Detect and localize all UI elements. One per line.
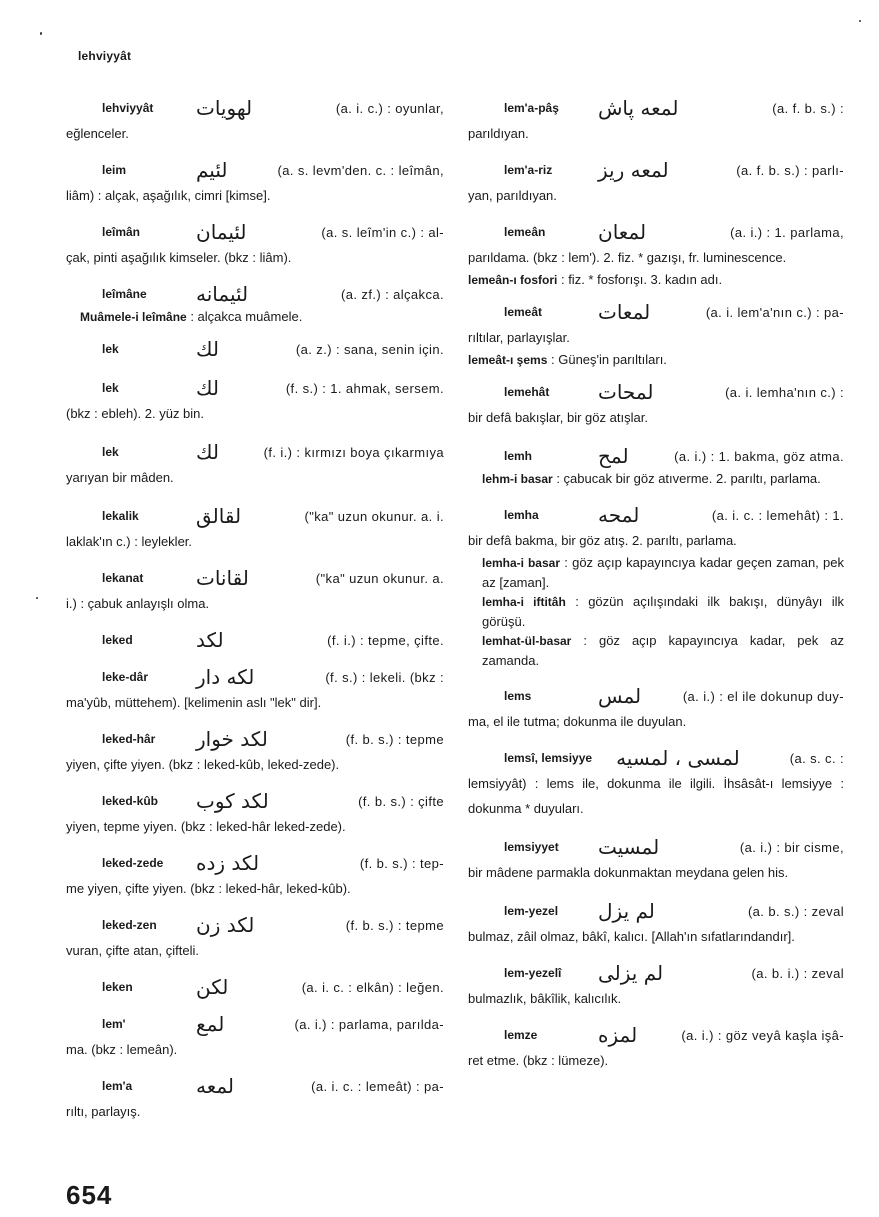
entry-head bbox=[66, 376, 444, 401]
entry-ottoman-script: لمزه bbox=[598, 1023, 638, 1047]
dictionary-entry bbox=[66, 975, 444, 1000]
entry-grammar: (a. s. c. : bbox=[789, 751, 844, 766]
dictionary-entry bbox=[468, 961, 844, 1011]
entry-grammar: (f. b. s.) : tep- bbox=[359, 856, 444, 871]
entry-headword: lek bbox=[102, 445, 119, 459]
right-column bbox=[468, 96, 844, 1073]
entry-grammar: ("ka" uzun okunur. a. i. bbox=[304, 509, 444, 524]
subentry-text: : gözün açılışındaki ilk bakışı, dünyâyı ilk görüşü. bbox=[482, 594, 844, 629]
entry-grammar: (a. i.) : bir cisme, bbox=[739, 840, 844, 855]
dictionary-entry bbox=[66, 566, 444, 616]
entry-grammar: (a. i. c. : elkân) : leğen. bbox=[301, 980, 444, 995]
entry-grammar: (a. i.) : 1. parlama, bbox=[730, 225, 844, 240]
entry-head bbox=[66, 504, 444, 529]
entry-definition: (bkz : ebleh). 2. yüz bin. bbox=[66, 406, 205, 421]
entry-definition: vuran, çifte atan, çifteli. bbox=[66, 943, 199, 958]
dictionary-entry bbox=[468, 835, 844, 885]
entry-ottoman-script: لمسيت bbox=[598, 835, 660, 859]
dictionary-entry bbox=[66, 851, 444, 901]
entry-subentry bbox=[66, 307, 444, 327]
entry-grammar: (a. b. s.) : zeval bbox=[747, 904, 844, 919]
entry-definition: me yiyen, çifte yiyen. (bkz : leked-hâr, leked-kûb). bbox=[66, 881, 351, 896]
dictionary-entry bbox=[468, 1023, 844, 1073]
entry-grammar: ("ka" uzun okunur. a. bbox=[315, 571, 444, 586]
subentry-text: : Güneş'in parıltıları. bbox=[547, 352, 667, 367]
entry-grammar: (a. i. c.) : oyunlar, bbox=[335, 101, 444, 116]
entry-ottoman-script: لم يزل bbox=[598, 899, 655, 923]
entry-grammar: (a. i.) : 1. bakma, göz atma. bbox=[674, 449, 844, 464]
entry-ottoman-script: لكد bbox=[196, 628, 224, 652]
entry-head bbox=[66, 727, 444, 752]
dictionary-entry bbox=[468, 380, 844, 430]
entry-head bbox=[66, 789, 444, 814]
dictionary-entry bbox=[468, 503, 844, 670]
entry-headword: leke-dâr bbox=[102, 670, 149, 684]
entry-definition: ret etme. (bkz : lümeze). bbox=[468, 1053, 609, 1068]
entry-definition: bulmaz, zâil olmaz, bâkî, kalıcı. [Allah'ın sıfatlarındandır]. bbox=[468, 929, 795, 944]
entry-grammar: (f. s.) : 1. ahmak, sersem. bbox=[285, 381, 444, 396]
subentry-text: : çabucak bir göz atıverme. 2. parıltı, parlama. bbox=[552, 471, 821, 486]
entry-head bbox=[66, 628, 444, 653]
entry-headword: leken bbox=[102, 980, 133, 994]
entry-definition: parıldıyan. bbox=[468, 126, 529, 141]
entry-ottoman-script: لئيمانه bbox=[196, 282, 249, 306]
entry-ottoman-script: لكد زن bbox=[196, 913, 255, 937]
dictionary-entry bbox=[66, 789, 444, 839]
entry-ottoman-script: لكد خوار bbox=[196, 727, 268, 751]
entry-subentry bbox=[468, 350, 844, 370]
entry-head bbox=[66, 566, 444, 591]
entry-head bbox=[66, 1074, 444, 1099]
entry-ottoman-script: لك bbox=[196, 337, 219, 361]
dictionary-entry bbox=[468, 444, 844, 489]
entry-headword: lemha bbox=[504, 508, 539, 522]
entry-ottoman-script: لك bbox=[196, 440, 219, 464]
entry-headword: lemeât bbox=[504, 305, 543, 319]
entry-headword: lem-yezel bbox=[504, 904, 559, 918]
dictionary-entry bbox=[66, 665, 444, 715]
entry-head bbox=[66, 1012, 444, 1037]
entry-head bbox=[66, 96, 444, 121]
entry-definition: ma. (bkz : lemeân). bbox=[66, 1042, 178, 1057]
entry-definition: eğlenceler. bbox=[66, 126, 129, 141]
entry-definition: bir defâ bakışlar, bir göz atışlar. bbox=[468, 410, 648, 425]
entry-ottoman-script: لئيم bbox=[196, 158, 228, 182]
entry-definition: çak, pinti aşağılık kimseler. (bkz : liâm). bbox=[66, 250, 292, 265]
running-head: lehviyyât bbox=[78, 49, 132, 63]
entry-grammar: (a. i. lemha'nın c.) : bbox=[725, 385, 844, 400]
entry-subentry bbox=[468, 469, 844, 489]
entry-head bbox=[468, 899, 844, 924]
dictionary-entry bbox=[468, 96, 844, 146]
entry-headword: leked bbox=[102, 633, 133, 647]
entry-ottoman-script: لمح bbox=[598, 444, 629, 468]
entry-grammar: (a. s. leîm'in c.) : al- bbox=[321, 225, 444, 240]
left-column bbox=[66, 96, 444, 1124]
entry-head bbox=[66, 851, 444, 876]
entry-grammar: (a. b. i.) : zeval bbox=[751, 966, 844, 981]
entry-grammar: (f. b. s.) : tepme bbox=[345, 918, 444, 933]
entry-grammar: (a. s. levm'den. c. : leîmân, bbox=[277, 163, 444, 178]
subentry-text: : göz açıp kapayıncıya kadar, pek az zamanda. bbox=[482, 633, 844, 668]
entry-head bbox=[468, 684, 844, 709]
entry-ottoman-script: لم يزلى bbox=[598, 961, 664, 985]
entry-ottoman-script: لمحات bbox=[598, 380, 654, 404]
entry-grammar: (f. s.) : lekeli. (bkz : bbox=[325, 670, 444, 685]
entry-ottoman-script: لقالق bbox=[196, 504, 242, 528]
entry-head bbox=[66, 158, 444, 183]
subentry-text: : fiz. * fosforışı. 3. kadın adı. bbox=[557, 272, 723, 287]
subentry-text: : alçakca muâmele. bbox=[186, 309, 303, 324]
entry-ottoman-script: لمعه پاش bbox=[598, 96, 679, 120]
entry-definition: parıldama. (bkz : lem'). 2. fiz. * gazışı, fr. luminescence. bbox=[468, 250, 787, 265]
dictionary-entry bbox=[66, 220, 444, 270]
entry-grammar: (f. i.) : tepme, çifte. bbox=[327, 633, 444, 648]
subentry-headword: lemeât-ı şems bbox=[468, 353, 548, 367]
entry-head bbox=[66, 282, 444, 307]
entry-ottoman-script: لكد كوب bbox=[196, 789, 269, 813]
dictionary-entry bbox=[468, 220, 844, 290]
entry-subentry bbox=[468, 592, 844, 631]
entry-ottoman-script: لمحه bbox=[598, 503, 640, 527]
subentry-headword: lemeân-ı fosfori bbox=[468, 273, 558, 287]
entry-head bbox=[468, 444, 844, 469]
entry-grammar: (a. f. b. s.) : bbox=[772, 101, 844, 116]
entry-headword: leîmân bbox=[102, 225, 141, 239]
entry-grammar: (a. i.) : parlama, parılda- bbox=[294, 1017, 444, 1032]
dictionary-entry bbox=[468, 684, 844, 734]
dictionary-entry bbox=[66, 1012, 444, 1062]
entry-definition: rıltılar, parlayışlar. bbox=[468, 330, 570, 345]
subentry-headword: lemha-i iftitâh bbox=[482, 595, 566, 609]
page-number: 654 bbox=[66, 1180, 113, 1210]
entry-grammar: (a. i.) : göz veyâ kaşla işâ- bbox=[681, 1028, 844, 1043]
entry-definition: i.) : çabuk anlayışlı olma. bbox=[66, 596, 210, 611]
entry-head bbox=[66, 220, 444, 245]
entry-grammar: (a. z.) : sana, senin için. bbox=[295, 342, 444, 357]
entry-headword: lekanat bbox=[102, 571, 144, 585]
entry-ottoman-script: لكن bbox=[196, 975, 229, 999]
entry-grammar: (a. i.) : el ile dokunup duy- bbox=[682, 689, 844, 704]
entry-definition: lemsiyyât) : lems ile, dokunma ile ilgili. İhsâsât-ı lemsiyye : dokunma * duyuları. bbox=[468, 776, 844, 816]
entry-head bbox=[66, 440, 444, 465]
entry-ottoman-script: لقانات bbox=[196, 566, 249, 590]
entry-ottoman-script: لمس bbox=[598, 684, 642, 708]
entry-headword: lemze bbox=[504, 1028, 538, 1042]
dictionary-entry bbox=[468, 746, 844, 821]
subentry-headword: lehm-i basar bbox=[482, 472, 553, 486]
subentry-text: : göz açıp kapayıncıya kadar geçen zaman, pek az [zaman]. bbox=[482, 555, 844, 590]
entry-headword: lems bbox=[504, 689, 532, 703]
entry-headword: lem'a bbox=[102, 1079, 133, 1093]
entry-head bbox=[468, 1023, 844, 1048]
dictionary-entry bbox=[66, 158, 444, 208]
dictionary-entry bbox=[66, 337, 444, 362]
entry-grammar: (f. b. s.) : tepme bbox=[345, 732, 444, 747]
entry-headword: lemsî, lemsiyye bbox=[504, 751, 593, 765]
entry-ottoman-script: لمسى ، لمسيه bbox=[616, 746, 740, 770]
entry-headword: lemsiyyet bbox=[504, 840, 559, 854]
entry-headword: leim bbox=[102, 163, 127, 177]
entry-definition: laklak'ın c.) : leylekler. bbox=[66, 534, 193, 549]
dictionary-entry bbox=[66, 504, 444, 554]
speck-3 bbox=[36, 597, 38, 599]
entry-ottoman-script: لك bbox=[196, 376, 219, 400]
entry-head bbox=[468, 158, 844, 183]
dictionary-entry bbox=[468, 158, 844, 208]
entry-head bbox=[468, 300, 844, 325]
entry-ottoman-script: لهويات bbox=[196, 96, 253, 120]
entry-head bbox=[468, 380, 844, 405]
subentry-headword: lemhat-ül-basar bbox=[482, 634, 572, 648]
entry-ottoman-script: لمعات bbox=[598, 300, 651, 324]
entry-subentry bbox=[468, 270, 844, 290]
entry-definition: bir mâdene parmakla dokunmaktan meydana gelen his. bbox=[468, 865, 789, 880]
dictionary-entry bbox=[66, 628, 444, 653]
entry-grammar: (a. i. c. : lemeât) : pa- bbox=[311, 1079, 444, 1094]
entry-definition: ma, el ile tutma; dokunma ile duyulan. bbox=[468, 714, 687, 729]
entry-ottoman-script: لكد زده bbox=[196, 851, 260, 875]
entry-headword: leked-zede bbox=[102, 856, 164, 870]
entry-head bbox=[468, 96, 844, 121]
dictionary-entry bbox=[468, 899, 844, 949]
entry-head bbox=[468, 503, 844, 528]
entry-headword: lem' bbox=[102, 1017, 126, 1031]
dictionary-entry bbox=[66, 440, 444, 490]
dictionary-entry bbox=[66, 913, 444, 963]
entry-ottoman-script: لكه دار bbox=[196, 665, 255, 689]
entry-head bbox=[66, 665, 444, 690]
entry-grammar: (f. i.) : kırmızı boya çıkarmıya bbox=[263, 445, 444, 460]
entry-headword: lek bbox=[102, 381, 119, 395]
dictionary-entry bbox=[66, 282, 444, 327]
entry-head bbox=[66, 975, 444, 1000]
entry-headword: lekalik bbox=[102, 509, 139, 523]
entry-headword: leîmâne bbox=[102, 287, 147, 301]
entry-head bbox=[468, 835, 844, 860]
entry-ottoman-script: لمع bbox=[196, 1012, 225, 1036]
entry-grammar: (a. i. lem'a'nın c.) : pa- bbox=[705, 305, 844, 320]
entry-head bbox=[66, 913, 444, 938]
entry-head bbox=[468, 746, 844, 771]
entry-definition: rıltı, parlayış. bbox=[66, 1104, 141, 1119]
entry-headword: leked-kûb bbox=[102, 794, 159, 808]
entry-grammar: (a. f. b. s.) : parlı- bbox=[736, 163, 844, 178]
entry-definition: liâm) : alçak, aşağılık, cimri [kimse]. bbox=[66, 188, 271, 203]
entry-headword: lem'a-riz bbox=[504, 163, 553, 177]
entry-definition: yarıyan bir mâden. bbox=[66, 470, 174, 485]
subentry-headword: Muâmele-i leîmâne bbox=[80, 310, 187, 324]
subentry-headword: lemha-i basar bbox=[482, 556, 560, 570]
entry-headword: lehviyyât bbox=[102, 101, 154, 115]
dictionary-entry bbox=[66, 1074, 444, 1124]
entry-subentry bbox=[468, 553, 844, 592]
entry-definition: yiyen, tepme yiyen. (bkz : leked-hâr leked-zede). bbox=[66, 819, 346, 834]
entry-headword: lem-yezelî bbox=[504, 966, 562, 980]
entry-head bbox=[66, 337, 444, 362]
entry-definition: ma'yûb, müttehem). [kelimenin aslı "lek" dir]. bbox=[66, 695, 322, 710]
entry-grammar: (a. i. c. : lemehât) : 1. bbox=[711, 508, 844, 523]
dictionary-entry bbox=[66, 727, 444, 777]
speck-1 bbox=[40, 32, 42, 35]
entry-head bbox=[468, 220, 844, 245]
speck-2 bbox=[859, 20, 861, 22]
entry-definition: bir defâ bakma, bir göz atış. 2. parıltı, parlama. bbox=[468, 533, 737, 548]
entry-headword: lek bbox=[102, 342, 119, 356]
entry-headword: lemeân bbox=[504, 225, 546, 239]
entry-head bbox=[468, 961, 844, 986]
entry-headword: lem'a-pâş bbox=[504, 101, 559, 115]
entry-headword: lemehât bbox=[504, 385, 550, 399]
entry-headword: leked-hâr bbox=[102, 732, 156, 746]
entry-ottoman-script: لمعه bbox=[196, 1074, 235, 1098]
entry-subentry bbox=[468, 631, 844, 670]
entry-definition: yiyen, çifte yiyen. (bkz : leked-kûb, leked-zede). bbox=[66, 757, 340, 772]
entry-ottoman-script: لمعه ريز bbox=[598, 158, 669, 182]
dictionary-entry bbox=[66, 376, 444, 426]
entry-grammar: (a. zf.) : alçakca. bbox=[341, 287, 444, 302]
entry-ottoman-script: لمعان bbox=[598, 220, 647, 244]
entry-headword: lemh bbox=[504, 449, 533, 463]
dictionary-entry bbox=[468, 300, 844, 370]
dictionary-entry bbox=[66, 96, 444, 146]
entry-headword: leked-zen bbox=[102, 918, 157, 932]
entry-ottoman-script: لئيمان bbox=[196, 220, 247, 244]
entry-definition: bulmazlık, bâkîlik, kalıcılık. bbox=[468, 991, 622, 1006]
entry-grammar: (f. b. s.) : çifte bbox=[358, 794, 444, 809]
entry-definition: yan, parıldıyan. bbox=[468, 188, 557, 203]
